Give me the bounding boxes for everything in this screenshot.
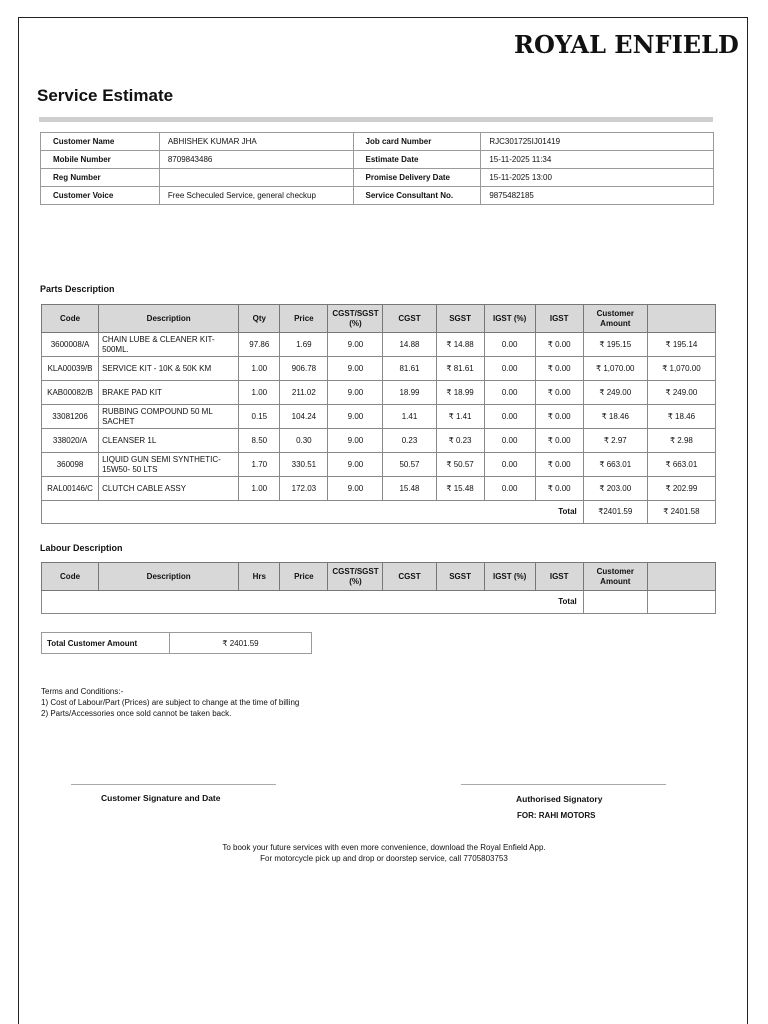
parts-cell: RAL00146/C <box>42 477 99 501</box>
parts-column-header: Code <box>42 305 99 333</box>
parts-cell: 9.00 <box>328 429 383 453</box>
parts-cell: ₹ 0.00 <box>535 381 583 405</box>
parts-column-header: IGST <box>535 305 583 333</box>
parts-cell: LIQUID GUN SEMI SYNTHETIC-15W50- 50 LTS <box>99 453 239 477</box>
parts-cell: ₹ 0.00 <box>535 453 583 477</box>
parts-cell: 9.00 <box>328 477 383 501</box>
info-label: Estimate Date <box>353 151 481 169</box>
parts-cell: 50.57 <box>383 453 436 477</box>
parts-cell: 360098 <box>42 453 99 477</box>
parts-cell: 14.88 <box>383 333 436 357</box>
info-label: Reg Number <box>41 169 160 187</box>
parts-cell: ₹ 663.01 <box>647 453 715 477</box>
parts-cell: 18.99 <box>383 381 436 405</box>
dealer-name: FOR: RAHI MOTORS <box>517 811 596 820</box>
info-label: Customer Voice <box>41 187 160 205</box>
info-value: 8709843486 <box>159 151 353 169</box>
parts-cell: ₹ 249.00 <box>647 381 715 405</box>
parts-cell: ₹ 2.98 <box>647 429 715 453</box>
parts-cell: CLUTCH CABLE ASSY <box>99 477 239 501</box>
parts-cell: ₹ 50.57 <box>436 453 484 477</box>
parts-cell: ₹ 15.48 <box>436 477 484 501</box>
parts-cell: 0.00 <box>484 429 535 453</box>
labour-column-header <box>647 563 715 591</box>
parts-cell: ₹ 1,070.00 <box>583 357 647 381</box>
parts-cell: BRAKE PAD KIT <box>99 381 239 405</box>
info-value: 9875482185 <box>481 187 714 205</box>
info-row <box>41 169 714 187</box>
parts-total-customer-amount: ₹2401.59 <box>583 501 647 524</box>
labour-total-customer-amount <box>583 591 647 614</box>
parts-total-amount: ₹ 2401.58 <box>647 501 715 524</box>
parts-cell: 8.50 <box>239 429 280 453</box>
parts-cell: ₹ 14.88 <box>436 333 484 357</box>
parts-column-header: IGST (%) <box>484 305 535 333</box>
parts-cell: 1.69 <box>280 333 328 357</box>
labour-column-header: CGST/SGST (%) <box>328 563 383 591</box>
parts-cell: ₹ 195.15 <box>583 333 647 357</box>
parts-cell: ₹ 0.00 <box>535 477 583 501</box>
parts-table-row <box>42 405 716 429</box>
labour-column-header: SGST <box>436 563 484 591</box>
parts-column-header <box>647 305 715 333</box>
parts-cell: ₹ 0.23 <box>436 429 484 453</box>
parts-cell: ₹ 249.00 <box>583 381 647 405</box>
document-page <box>18 17 748 1024</box>
parts-cell: CHAIN LUBE & CLEANER KIT-500ML. <box>99 333 239 357</box>
labour-column-header: Hrs <box>239 563 280 591</box>
labour-column-header: Price <box>280 563 328 591</box>
parts-cell: 0.00 <box>484 405 535 429</box>
parts-cell: 1.00 <box>239 381 280 405</box>
parts-cell: 9.00 <box>328 357 383 381</box>
terms-heading: Terms and Conditions:- <box>41 687 124 696</box>
page-title: Service Estimate <box>37 86 174 105</box>
info-label: Mobile Number <box>41 151 160 169</box>
info-value: Free Scheculed Service, general checkup <box>159 187 353 205</box>
parts-cell: 33081206 <box>42 405 99 429</box>
parts-cell: ₹ 0.00 <box>535 357 583 381</box>
labour-column-header: IGST <box>535 563 583 591</box>
customer-info-table <box>40 132 714 205</box>
parts-cell: 172.03 <box>280 477 328 501</box>
info-label: Promise Delivery Date <box>353 169 481 187</box>
authorised-signature-line <box>461 784 666 785</box>
parts-table-row <box>42 357 716 381</box>
parts-cell: 9.00 <box>328 405 383 429</box>
parts-cell: 81.61 <box>383 357 436 381</box>
parts-cell: 0.00 <box>484 477 535 501</box>
labour-total-row <box>42 591 716 614</box>
parts-column-header: CGST <box>383 305 436 333</box>
parts-cell: ₹ 0.00 <box>535 405 583 429</box>
footer-line-2: For motorcycle pick up and drop or doorstep service, call 7705803753 <box>260 854 508 863</box>
parts-section-title: Parts Description <box>40 284 115 294</box>
parts-cell: ₹ 18.99 <box>436 381 484 405</box>
parts-cell: 330.51 <box>280 453 328 477</box>
parts-table <box>41 304 716 524</box>
parts-table-row <box>42 381 716 405</box>
parts-cell: 1.00 <box>239 477 280 501</box>
parts-table-row <box>42 333 716 357</box>
labour-total-amount <box>647 591 715 614</box>
parts-cell: ₹ 1,070.00 <box>647 357 715 381</box>
parts-cell: 338020/A <box>42 429 99 453</box>
info-row <box>41 151 714 169</box>
parts-column-header: Qty <box>239 305 280 333</box>
parts-cell: 0.23 <box>383 429 436 453</box>
authorised-signatory-label: Authorised Signatory <box>516 794 603 804</box>
parts-cell: 15.48 <box>383 477 436 501</box>
parts-cell: ₹ 0.00 <box>535 429 583 453</box>
terms-line-2: 2) Parts/Accessories once sold cannot be taken back. <box>41 709 232 718</box>
parts-column-header: SGST <box>436 305 484 333</box>
labour-column-header: Customer Amount <box>583 563 647 591</box>
parts-cell: 97.86 <box>239 333 280 357</box>
info-row <box>41 187 714 205</box>
parts-cell: 1.70 <box>239 453 280 477</box>
info-label: Service Consultant No. <box>353 187 481 205</box>
labour-column-header: Code <box>42 563 99 591</box>
labour-section-title: Labour Description <box>40 543 123 553</box>
total-customer-amount-table <box>41 632 312 654</box>
parts-cell: CLEANSER 1L <box>99 429 239 453</box>
title-divider <box>39 117 713 122</box>
parts-cell: RUBBING COMPOUND 50 ML SACHET <box>99 405 239 429</box>
labour-column-header: Description <box>99 563 239 591</box>
parts-cell: 3600008/A <box>42 333 99 357</box>
parts-cell: 211.02 <box>280 381 328 405</box>
info-value: 15-11-2025 13:00 <box>481 169 714 187</box>
parts-cell: 1.00 <box>239 357 280 381</box>
parts-cell: 0.00 <box>484 381 535 405</box>
parts-cell: 9.00 <box>328 453 383 477</box>
parts-column-header: Description <box>99 305 239 333</box>
info-label: Job card Number <box>353 133 481 151</box>
labour-table <box>41 562 716 614</box>
parts-cell: SERVICE KIT - 10K & 50K KM <box>99 357 239 381</box>
parts-cell: 0.15 <box>239 405 280 429</box>
parts-cell: ₹ 202.99 <box>647 477 715 501</box>
info-value: RJC301725IJ01419 <box>481 133 714 151</box>
parts-cell: KAB00082/B <box>42 381 99 405</box>
terms-and-conditions <box>41 686 299 719</box>
parts-cell: ₹ 18.46 <box>583 405 647 429</box>
parts-total-row <box>42 501 716 524</box>
parts-column-header: CGST/SGST (%) <box>328 305 383 333</box>
parts-cell: ₹ 81.61 <box>436 357 484 381</box>
customer-signature-line <box>71 784 276 785</box>
customer-signature-label: Customer Signature and Date <box>101 793 221 803</box>
parts-cell: 0.00 <box>484 357 535 381</box>
parts-cell: 1.41 <box>383 405 436 429</box>
footer-line-1: To book your future services with even more convenience, download the Royal Enfield App. <box>222 843 546 852</box>
parts-cell: KLA00039/B <box>42 357 99 381</box>
parts-column-header: Price <box>280 305 328 333</box>
info-value: ABHISHEK KUMAR JHA <box>159 133 353 151</box>
total-customer-amount-label: Total Customer Amount <box>42 633 170 654</box>
parts-column-header: Customer Amount <box>583 305 647 333</box>
labour-column-header: IGST (%) <box>484 563 535 591</box>
parts-cell: 906.78 <box>280 357 328 381</box>
parts-table-row <box>42 453 716 477</box>
labour-total-label: Total <box>42 591 584 614</box>
parts-total-label: Total <box>42 501 584 524</box>
parts-cell: ₹ 2.97 <box>583 429 647 453</box>
info-label: Customer Name <box>41 133 160 151</box>
parts-cell: 0.00 <box>484 453 535 477</box>
parts-cell: ₹ 195.14 <box>647 333 715 357</box>
parts-cell: ₹ 0.00 <box>535 333 583 357</box>
parts-cell: 104.24 <box>280 405 328 429</box>
info-value: 15-11-2025 11:34 <box>481 151 714 169</box>
logo-text: ROYAL ENFIELD <box>514 30 739 59</box>
info-value <box>159 169 353 187</box>
parts-cell: ₹ 663.01 <box>583 453 647 477</box>
royal-enfield-logo <box>514 30 739 59</box>
parts-cell: ₹ 1.41 <box>436 405 484 429</box>
terms-line-1: 1) Cost of Labour/Part (Prices) are subject to change at the time of billing <box>41 698 300 707</box>
parts-table-row <box>42 429 716 453</box>
parts-cell: ₹ 203.00 <box>583 477 647 501</box>
parts-cell: ₹ 18.46 <box>647 405 715 429</box>
parts-table-row <box>42 477 716 501</box>
parts-cell: 0.00 <box>484 333 535 357</box>
labour-column-header: CGST <box>383 563 436 591</box>
info-row <box>41 133 714 151</box>
parts-cell: 0.30 <box>280 429 328 453</box>
parts-cell: 9.00 <box>328 333 383 357</box>
total-customer-amount-value: ₹ 2401.59 <box>170 633 312 654</box>
parts-cell: 9.00 <box>328 381 383 405</box>
